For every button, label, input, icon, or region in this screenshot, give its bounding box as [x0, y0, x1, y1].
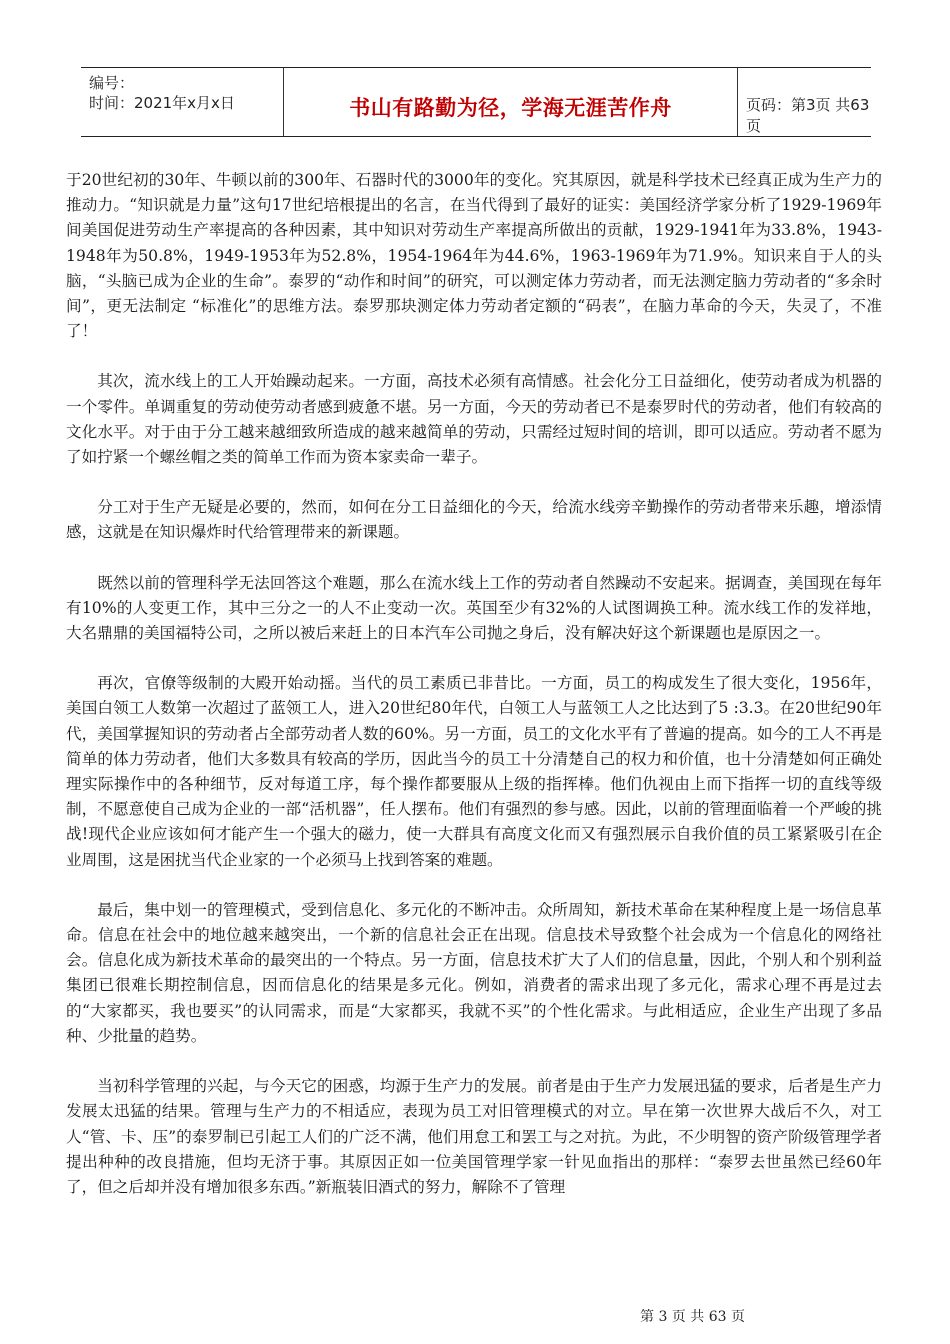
paragraph: 再次，官僚等级制的大殿开始动摇。当代的员工素质已非昔比。一方面，员工的构成发生了很大变化，1956年，美国白领工人数第一次超过了蓝领工人，进入20世纪80年代，白领工人与蓝领工人之比达到了5 :3.3。在20世纪90年代，美国掌握知识的劳动者占全部劳动者人数的60%。另一方面，员工的文化水平有了普遍的提高。如今的工人不再是简单的体力劳动者，他们大多数具有较高的学历，因此当今的员工十分清楚自己的权力和价值，也十分清楚如何正确处理实际操作中的各种细节，反对每道工序，每个操作都要服从上级的指挥棒。他们仇视由上而下指挥一切的直线等级制，不愿意使自己成为企业的一部“活机器”，任人摆布。他们有强烈的参与感。因此，以前的管理面临着一个严峻的挑战!现代企业应该如何才能产生一个强大的磁力，使一大群具有高度文化而又有强烈展示自我价值的员工紧紧吸引在企业周围，这是困扰当代企业家的一个必须马上找到答案的难题。 [66, 674, 882, 869]
paragraph: 于20世纪初的30年、牛顿以前的300年、石器时代的3000年的变化。究其原因，就是科学技术已经真正成为生产力的推动力。“知识就是力量”这句17世纪培根提出的名言，在当代得到了最好的证实：美国经济学家分析了1929-1969年间美国促进劳动生产率提高的各种因素，其中知识对劳动生产率提高所做出的贡献，1929-1941年为33.8%，1943-1948年为50.8%，1949-1953年为52.8%，1954-1964年为44.6%，1963-1969年为71.9%。知识来自于人的头脑，“头脑已成为企业的生命”。泰罗的“动作和时间”的研究，可以测定体力劳动者，而无法测定脑力劳动者的“多余时间”，更无法制定 “标准化”的思维方法。泰罗那块测定体力劳动者定额的“码表”，在脑力革命的今天，失灵了，不准了！ [66, 171, 882, 341]
document-body [66, 168, 882, 1225]
paragraph: 分工对于生产无疑是必要的，然而，如何在分工日益细化的今天，给流水线旁辛勤操作的劳动者带来乐趣，增添情感，这就是在知识爆炸时代给管理带来的新课题。 [66, 498, 882, 542]
paragraph: 既然以前的管理科学无法回答这个难题，那么在流水线上工作的劳动者自然躁动不安起来。据调查，美国现在每年有10%的人变更工作，其中三分之一的人不止变动一次。英国至少有32%的人试图调换工种。流水线工作的发祥地，大名鼎鼎的美国福特公司，之所以被后来赶上的日本汽车公司抛之身后，没有解决好这个新课题也是原因之一。 [66, 573, 882, 643]
header-table [81, 67, 871, 137]
header-motto-cell [284, 68, 738, 136]
paragraph: 其次，流水线上的工人开始躁动起来。一方面，高技术必须有高情感。社会化分工日益细化，使劳动者成为机器的一个零件。单调重复的劳动使劳动者感到疲惫不堪。另一方面，今天的劳动者已不是泰罗时代的劳动者，他们有较高的文化水平。对于由于分工越来越细致所造成的越来越简单的劳动，只需经过短时间的培训，即可以适应。劳动者不愿为了如拧紧一个螺丝帽之类的简单工作而为资本家卖命一辈子。 [66, 372, 882, 467]
page-number-label: 页码：第3页 共63页 [746, 96, 870, 135]
paragraph: 最后，集中划一的管理模式，受到信息化、多元化的不断冲击。众所周知，新技术革命在某种程度上是一场信息革命。信息在社会中的地位越来越突出，一个新的信息社会正在出现。信息技术导致整个社会成为一个信息化的网络社会。信息化成为新技术革命的最突出的一个特点。另一方面，信息技术扩大了人们的信息量，因此，个别人和个别利益集团已很难长期控制信息，因而信息化的结果是多元化。例如，消费者的需求出现了多元化，需求心理不再是过去的“大家都买，我也要买”的认同需求，而是“大家都买，我就不买”的个性化需求。与此相适应，企业生产出现了多品种、少批量的趋势。 [66, 900, 882, 1045]
time-label: 时间：2021年x月x日 [89, 94, 235, 112]
number-label: 编号： [89, 74, 135, 92]
motto-text: 书山有路勤为径，学海无涯苦作舟 [349, 96, 672, 120]
header-info-cell [81, 68, 284, 136]
header-page-cell [738, 68, 871, 136]
page-footer: 第 3 页 共 63 页 [640, 1309, 745, 1325]
paragraph: 当初科学管理的兴起，与今天它的困惑，均源于生产力的发展。前者是由于生产力发展迅猛的要求，后者是生产力发展太迅猛的结果。管理与生产力的不相适应，表现为员工对旧管理模式的对立。早在第一次世界大战后不久，对工人“管、卡、压”的泰罗制已引起工人们的广泛不满，他们用怠工和罢工与之对抗。为此，不少明智的资产阶级管理学者提出种种的改良措施，但均无济于事。其原因正如一位美国管理学家一针见血指出的那样：“泰罗去世虽然已经60年了，但之后却并没有增加很多东西。”新瓶装旧酒式的努力，解除不了管理 [66, 1077, 882, 1196]
